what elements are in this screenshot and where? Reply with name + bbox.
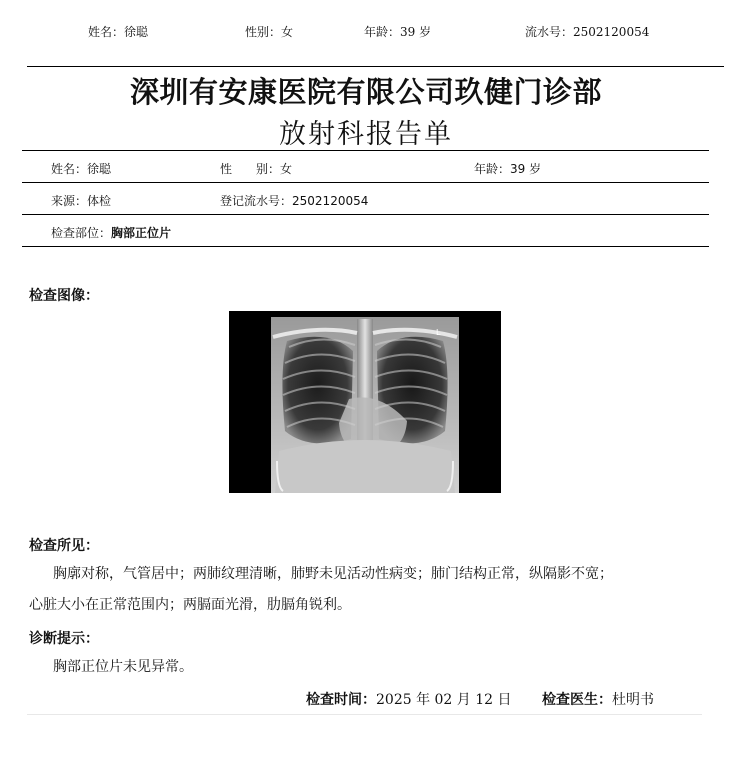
- diagnosis-text: [29, 652, 709, 683]
- findings-text: [29, 559, 709, 621]
- registration-field: 登记流水号：2502120054: [220, 194, 369, 208]
- header-divider: [27, 66, 724, 67]
- exam-time-value: 2025 年 02 月 12 日: [376, 692, 512, 708]
- diagnosis-heading: 诊断提示：: [29, 631, 99, 647]
- exam-time: [306, 689, 512, 709]
- exam-doctor-label: 检查医生：: [542, 692, 612, 708]
- info-row-source: [22, 182, 709, 214]
- chest-xray-image: [229, 311, 501, 493]
- header-age: 年龄：39 岁: [364, 25, 432, 39]
- header-gender: 性别：女: [245, 25, 294, 39]
- report-title: 放射科报告单: [279, 119, 453, 150]
- exam-doctor-value: 杜明书: [612, 692, 654, 708]
- xray-side-marker: L: [436, 328, 441, 337]
- header-name: 姓名：徐聪: [88, 25, 149, 39]
- source-field: 来源：体检: [51, 194, 112, 208]
- gender-field: 性 别：女: [220, 162, 293, 176]
- exam-time-label: 检查时间：: [306, 692, 376, 708]
- diagnosis-line: 胸部正位片未见异常。: [53, 659, 193, 675]
- exam-part-field: 检查部位：胸部正位片: [51, 226, 172, 240]
- info-row-basic: [22, 150, 709, 182]
- age-field: 年龄：39 岁: [474, 162, 542, 176]
- footer-divider: [27, 714, 702, 715]
- header-serial: 流水号：2502120054: [525, 25, 650, 39]
- patient-info-table: [22, 150, 709, 247]
- images-heading: 检查图像：: [29, 288, 99, 304]
- findings-heading: 检查所见：: [29, 538, 99, 554]
- hospital-name: 深圳有安康医院有限公司玖健门诊部: [129, 75, 602, 109]
- exam-doctor: [542, 689, 654, 709]
- findings-line-2: 心脏大小在正常范围内；两膈面光滑，肋膈角锐利。: [29, 597, 351, 613]
- name-field: 姓名：徐聪: [51, 162, 112, 176]
- findings-line-1: 胸廓对称，气管居中；两肺纹理清晰，肺野未见活动性病变；肺门结构正常，纵隔影不宽；: [53, 566, 613, 582]
- info-row-part: [22, 214, 709, 247]
